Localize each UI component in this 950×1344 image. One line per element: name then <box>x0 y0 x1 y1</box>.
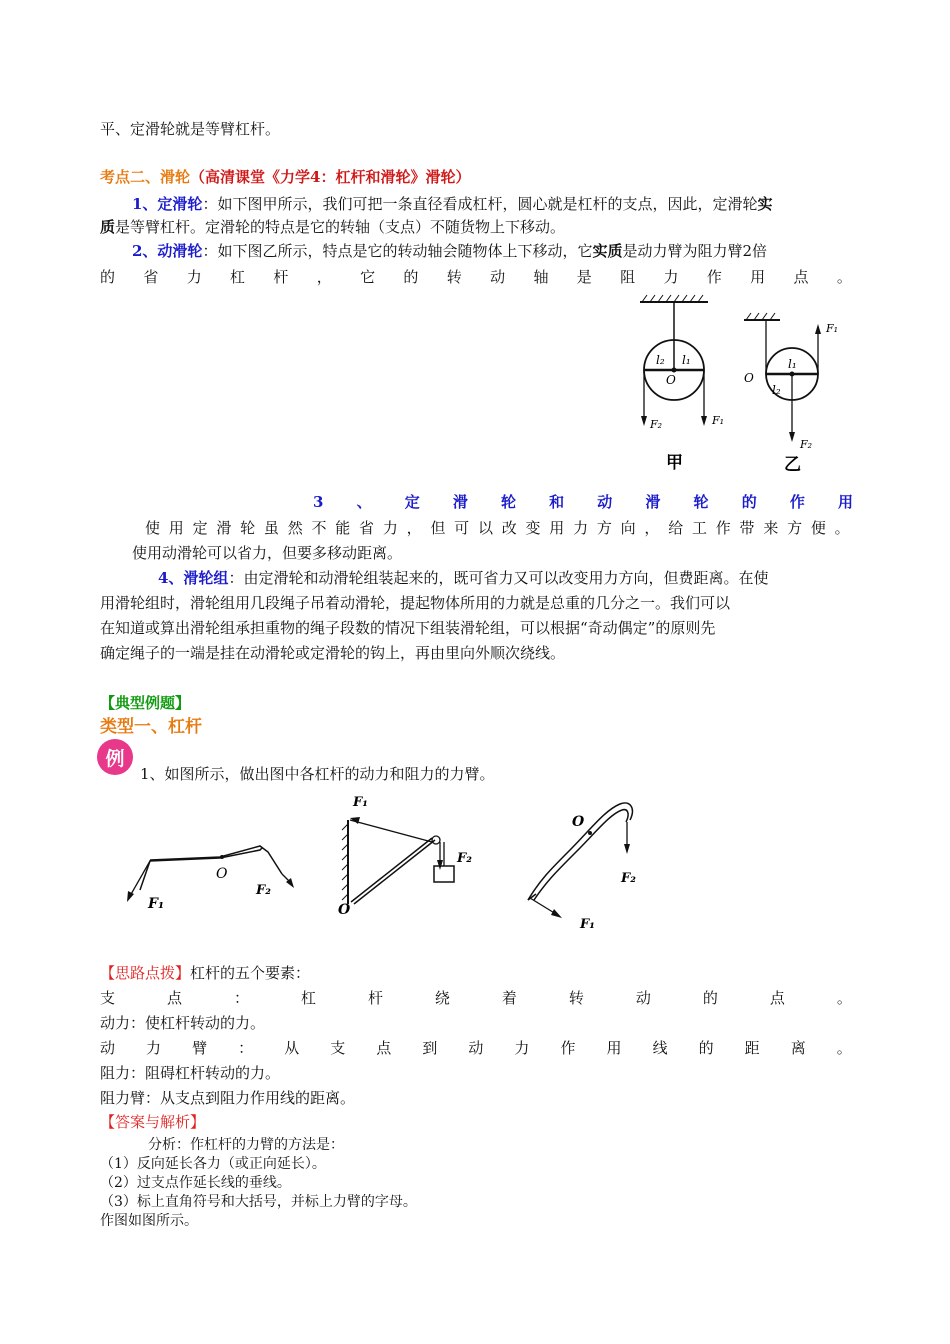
hint-line-1-char: 绕 <box>434 989 450 1007</box>
movable-pulley <box>744 313 838 475</box>
fixed-o-label: O <box>666 373 676 387</box>
p3-heading-char: 3 <box>313 493 324 511</box>
p2-bold: 实质 <box>592 242 623 260</box>
hint-line-3 <box>100 1037 852 1059</box>
hint-line-3-char: 作 <box>560 1039 576 1057</box>
p3-line1-char: 但 <box>430 519 446 537</box>
p3-line1-char: 便 <box>810 519 826 537</box>
hint-line-3-char: 力 <box>146 1039 162 1057</box>
hint-line-3-char: 离 <box>790 1039 806 1057</box>
lever-3 <box>528 803 636 932</box>
hint-line-1-char: 。 <box>836 989 852 1007</box>
p2-line2-char: 力 <box>663 268 679 286</box>
answer-analysis: 分析：作杠杆的力臂的方法是： <box>148 1137 344 1153</box>
fixed-l2-label: l₂ <box>656 353 665 367</box>
lever1-o-label: O <box>216 866 228 882</box>
p3-line1-char: ， <box>406 519 422 537</box>
lever3-o-label: O <box>572 814 585 830</box>
example-badge: 例 <box>97 739 133 775</box>
movable-l2-label: l₂ <box>772 383 781 397</box>
lever-figures <box>110 790 670 940</box>
fixed-l1-label: l₁ <box>682 353 691 367</box>
hint-line-3-char: 线 <box>652 1039 668 1057</box>
p4-line1 <box>100 567 852 589</box>
hint-line-1-char: ： <box>233 989 249 1007</box>
p2-line2-char: 轴 <box>533 268 549 286</box>
p3-line1-char: 定 <box>192 519 208 537</box>
p3-line1-char: 省 <box>359 519 375 537</box>
p3-line1-char: 改 <box>501 519 517 537</box>
p2-line2-char: 是 <box>576 268 592 286</box>
p3-line1-char: 虽 <box>263 519 279 537</box>
p2-line2-char: 转 <box>446 268 462 286</box>
p2-line2-char: ， <box>316 268 332 286</box>
p3-line1-char: 能 <box>335 519 351 537</box>
p2-text: ：如下图乙所示，特点是它的转动轴会随物体上下移动，它 <box>202 242 593 260</box>
hint-line-5: 阻力臂：从支点到阻力作用线的距离。 <box>100 1089 356 1107</box>
lever-2 <box>338 795 472 918</box>
type-title: 类型一、杠杆 <box>100 717 202 737</box>
p3-line1-char: 不 <box>311 519 327 537</box>
hint-intro <box>100 962 852 984</box>
examples-heading: 【典型例题】 <box>100 694 191 712</box>
answer-step-1: （1）反向延长各力（或正向延长）。 <box>100 1156 326 1172</box>
hint-line-1-char: 的 <box>702 989 718 1007</box>
hint-intro-text: 杠杆的五个要素： <box>190 964 311 982</box>
hint-line-2: 动力：使杠杆转动的力。 <box>100 1014 266 1032</box>
p4-line3: 在知道或算出滑轮组承担重物的绳子段数的情况下组装滑轮组，可以根据“奇动偶定”的原则先 <box>100 619 716 637</box>
hint-line-3-char: 臂 <box>192 1039 208 1057</box>
p3-line1-char: ， <box>644 519 660 537</box>
section-heading <box>100 166 852 188</box>
p3-line1-char: 。 <box>834 519 850 537</box>
hint-line-3-char: 距 <box>744 1039 760 1057</box>
p2-line2-char: 它 <box>360 268 376 286</box>
hint-line-3-char: 用 <box>606 1039 622 1057</box>
lever2-f1-label: F₁ <box>353 795 368 810</box>
lever3-f2-label: F₂ <box>621 871 636 886</box>
answer-final: 作图如图所示。 <box>100 1213 198 1229</box>
p1-text: ：如下图甲所示，我们可把一条直径看成杠杆，圆心就是杠杆的支点，因此，定滑轮 <box>202 195 758 213</box>
movable-f2-label: F₂ <box>800 438 813 451</box>
movable-l1-label: l₁ <box>788 357 797 371</box>
hint-line-1 <box>100 987 852 1009</box>
p3-line1-char: 轮 <box>240 519 256 537</box>
movable-o-label: O <box>744 371 754 385</box>
pulley-figure <box>620 290 860 480</box>
p2-line1 <box>100 240 852 262</box>
p3-heading <box>313 491 853 513</box>
hint-line-3-char: 力 <box>514 1039 530 1057</box>
p1-line2 <box>100 216 852 238</box>
hint-line-3-char: 点 <box>376 1039 392 1057</box>
p2-line2-char: 动 <box>490 268 506 286</box>
p3-heading-char: 用 <box>837 493 853 511</box>
section-heading-note: （高清课堂《力学4：杠杆和滑轮》滑轮） <box>190 168 471 186</box>
p1-line1 <box>100 193 855 215</box>
lever2-o-label: O <box>338 902 351 918</box>
lever1-f1-label: F₁ <box>148 896 165 912</box>
p2-line2-char: 阻 <box>620 268 636 286</box>
p3-heading-char: 、 <box>356 493 372 511</box>
p3-line1-char: 向 <box>620 519 636 537</box>
p3-line1-char: 可 <box>454 519 470 537</box>
hint-line-3-char: 。 <box>836 1039 852 1057</box>
p2-line2-char: 力 <box>186 268 202 286</box>
hint-line-1-char: 杆 <box>367 989 383 1007</box>
p3-heading-char: 轮 <box>693 493 709 511</box>
hint-line-3-char: 到 <box>422 1039 438 1057</box>
p1-bold2: 质 <box>100 218 116 236</box>
p3-heading-char: 的 <box>741 493 757 511</box>
hint-line-3-char: 支 <box>330 1039 346 1057</box>
p1-bold: 实 <box>757 195 773 213</box>
movable-f1-label: F₁ <box>826 322 839 335</box>
p3-line1-char: 然 <box>287 519 303 537</box>
top-line: 平、定滑轮就是等臂杠杆。 <box>100 120 281 138</box>
hint-line-3-char: 的 <box>698 1039 714 1057</box>
p4-line4: 确定绳子的一端是挂在动滑轮或定滑轮的钩上，再由里向外顺次绕线。 <box>100 644 566 662</box>
p3-heading-char: 轮 <box>500 493 516 511</box>
p4-text: ：由定滑轮和动滑轮组装起来的，既可省力又可以改变用力方向，但费距离。在使 <box>228 569 769 587</box>
p3-heading-char: 动 <box>597 493 613 511</box>
p2-line2-char: 作 <box>706 268 722 286</box>
p2-line2 <box>100 266 852 288</box>
p3-line1-char: 力 <box>382 519 398 537</box>
hint-line-3-char: 动 <box>468 1039 484 1057</box>
p2-line2-char: 。 <box>836 268 852 286</box>
p3-line1-char: 力 <box>573 519 589 537</box>
p3-line1-char: 以 <box>477 519 493 537</box>
fixed-f1-label: F₁ <box>712 414 725 427</box>
hint-label: 【思路点拨】 <box>100 964 191 982</box>
p3-line1-char: 用 <box>168 519 184 537</box>
hint-line-1-char: 支 <box>100 989 116 1007</box>
p3-line1-char: 滑 <box>216 519 232 537</box>
lever2-f2-label: F₂ <box>457 851 472 866</box>
p3-line1-char: 使 <box>145 519 161 537</box>
p3-line1-char: 来 <box>763 519 779 537</box>
p3-line1-char: 给 <box>668 519 684 537</box>
fig-label-yi: 乙 <box>784 455 801 475</box>
p4-line2: 用滑轮组时，滑轮组用几段绳子吊着动滑轮，提起物体所用的力就是总重的几分之一。我们可以 <box>100 594 731 612</box>
p3-heading-char: 滑 <box>452 493 468 511</box>
p2-text-b: 是动力臂为阻力臂2倍 <box>622 242 768 260</box>
p3-heading-char: 定 <box>404 493 420 511</box>
p2-line2-char: 用 <box>750 268 766 286</box>
answer-step-2: （2）过支点作延长线的垂线。 <box>100 1175 291 1191</box>
hint-line-1-char: 杠 <box>300 989 316 1007</box>
p3-line1-char: 方 <box>787 519 803 537</box>
p2-line2-char: 杆 <box>273 268 289 286</box>
p1-label: 1、定滑轮 <box>132 195 203 213</box>
answer-label: 【答案与解析】 <box>100 1113 206 1131</box>
p2-line2-char: 的 <box>100 268 116 286</box>
answer-step-3: （3）标上直角符号和大括号，并标上力臂的字母。 <box>100 1194 417 1210</box>
hint-line-1-char: 动 <box>635 989 651 1007</box>
p3-line1 <box>145 517 850 539</box>
p3-line2: 使用动滑轮可以省力，但要多移动距离。 <box>132 544 403 562</box>
p3-line1-char: 工 <box>691 519 707 537</box>
p3-line1-char: 方 <box>596 519 612 537</box>
hint-line-4: 阻力：阻碍杠杆转动的力。 <box>100 1064 281 1082</box>
hint-line-3-char: 从 <box>284 1039 300 1057</box>
p4-label: 4、滑轮组 <box>158 569 229 587</box>
p3-line1-char: 变 <box>525 519 541 537</box>
p3-heading-char: 作 <box>789 493 805 511</box>
hint-line-3-char: ： <box>238 1039 254 1057</box>
p3-heading-char: 和 <box>549 493 565 511</box>
p3-heading-char: 滑 <box>645 493 661 511</box>
p3-line1-char: 带 <box>739 519 755 537</box>
p2-line2-char: 杠 <box>230 268 246 286</box>
p2-line2-char: 点 <box>793 268 809 286</box>
hint-line-1-char: 点 <box>166 989 182 1007</box>
hint-line-1-char: 点 <box>769 989 785 1007</box>
p2-label: 2、动滑轮 <box>132 242 203 260</box>
p3-line1-char: 作 <box>715 519 731 537</box>
p2-line2-char: 的 <box>403 268 419 286</box>
lever1-f2-label: F₂ <box>256 883 271 898</box>
p3-line1-char: 用 <box>549 519 565 537</box>
fig-label-jia: 甲 <box>666 453 683 473</box>
question-1: 1、如图所示，做出图中各杠杆的动力和阻力的力臂。 <box>140 765 495 783</box>
hint-line-3-char: 动 <box>100 1039 116 1057</box>
hint-line-1-char: 着 <box>501 989 517 1007</box>
section-heading-title: 考点二、滑轮 <box>100 168 191 186</box>
hint-line-1-char: 转 <box>568 989 584 1007</box>
lever3-f1-label: F₁ <box>580 917 595 932</box>
p1-text2: 是等臂杠杆。定滑轮的特点是它的转轴（支点）不随货物上下移动。 <box>115 218 566 236</box>
lever-1 <box>127 846 294 912</box>
fixed-pulley <box>640 295 724 473</box>
p2-line2-char: 省 <box>143 268 159 286</box>
fixed-f2-label: F₂ <box>650 418 663 431</box>
